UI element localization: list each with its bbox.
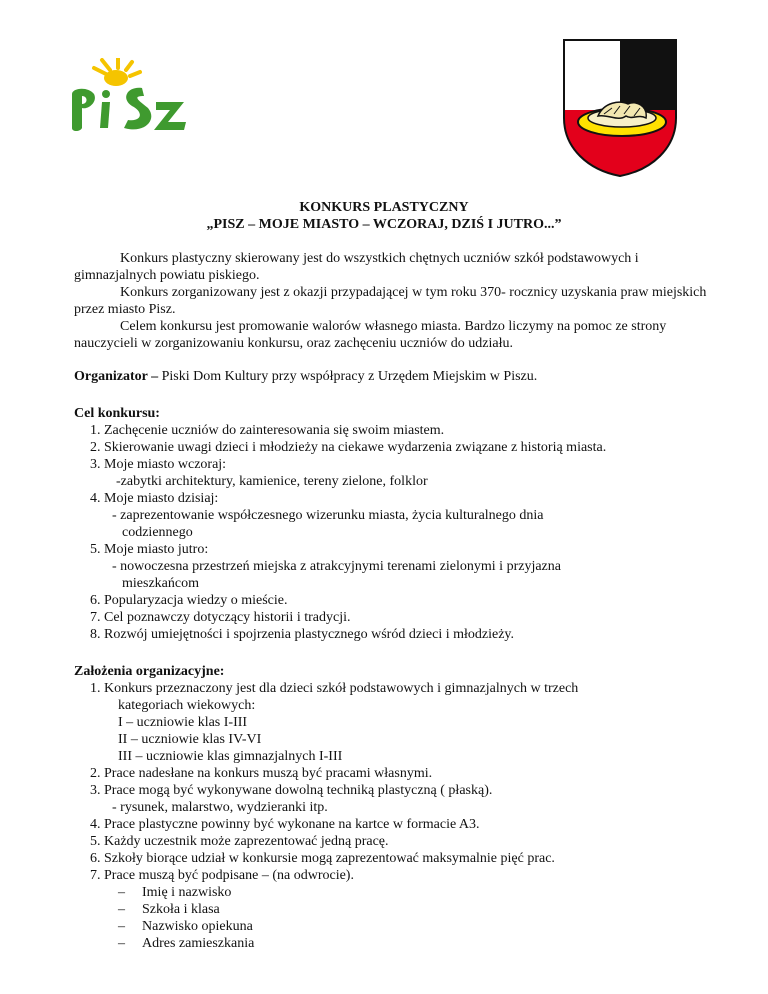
goals-heading: Cel konkursu:	[74, 406, 160, 421]
signature-item-label: Adres zamieszkania	[142, 936, 255, 951]
rule-item: 3. Prace mogą być wykonywane dowolną techniką plastyczną ( płaską).	[90, 783, 493, 798]
pisz-logo	[58, 58, 208, 150]
goal-subitem: mieszkańcom	[122, 576, 199, 591]
rule-item: 1. Konkurs przeznaczony jest dla dzieci szkół podstawowych i gimnazjalnych w trzech	[90, 681, 579, 696]
rule-subitem: I – uczniowie klas I-III	[118, 715, 248, 730]
sun-icon	[94, 58, 140, 86]
goal-item: 8. Rozwój umiejętności i spojrzenia plastycznego wśród dzieci i młodzieży.	[90, 627, 515, 642]
organizer-label: Organizator –	[74, 369, 159, 384]
rule-item: 6. Szkoły biorące udział w konkursie mogą zaprezentować maksymalnie pięć prac.	[90, 851, 555, 866]
goal-item: 1. Zachęcenie uczniów do zainteresowania się swoim miastem.	[90, 423, 445, 438]
signature-item-label: Nazwisko opiekuna	[142, 919, 253, 934]
organizer-line	[74, 368, 537, 385]
contest-subtitle: „PISZ – MOJE MIASTO – WCZORAJ, DZIŚ I JUTRO...”	[206, 217, 562, 232]
contest-title: KONKURS PLASTYCZNY	[299, 200, 469, 215]
goal-subitem: -zabytki architektury, kamienice, tereny zielone, folklor	[116, 474, 428, 489]
goal-subitem: - nowoczesna przestrzeń miejska z atrakcyjnymi terenami zielonymi i przyjazna	[112, 559, 561, 574]
signature-item	[118, 884, 232, 901]
rule-item: 4. Prace plastyczne powinny być wykonane na kartce w formacie A3.	[90, 817, 480, 832]
signature-item	[118, 935, 255, 952]
dash-bullet: –	[118, 902, 125, 917]
rule-item: 7. Prace muszą być podpisane – (na odwrocie).	[90, 868, 354, 883]
goal-item: 3. Moje miasto wczoraj:	[90, 457, 227, 472]
signature-item	[118, 918, 253, 935]
rule-item: kategoriach wiekowych:	[118, 698, 256, 713]
intro-paragraph-3: Celem konkursu jest promowanie walorów własnego miasta. Bardzo liczymy na pomoc ze strony nauczycieli w zorganizowaniu konkursu, oraz zachęceniu uczniów do udziału.	[74, 319, 667, 351]
goal-item: 4. Moje miasto dzisiaj:	[90, 491, 219, 506]
goal-item: 7. Cel poznawczy dotyczący historii i tradycji.	[90, 610, 351, 625]
goal-subitem: - zaprezentowanie współczesnego wizerunku miasta, życia kulturalnego dnia	[112, 508, 544, 523]
signature-item	[118, 901, 220, 918]
intro-paragraph-1: Konkurs plastyczny skierowany jest do wszystkich chętnych uczniów szkół podstawowych i gimnazjalnych powiatu piskiego.	[74, 251, 639, 283]
dash-bullet: –	[118, 885, 125, 900]
signature-item-label: Imię i nazwisko	[142, 885, 232, 900]
dash-bullet: –	[118, 919, 125, 934]
goal-subitem: codziennego	[122, 525, 193, 540]
coat-of-arms	[562, 38, 678, 178]
goal-item: 2. Skierowanie uwagi dzieci i młodzieży na ciekawe wydarzenia związane z historią miasta.	[90, 440, 607, 455]
rule-subitem: II – uczniowie klas IV-VI	[118, 732, 262, 747]
rule-subitem: III – uczniowie klas gimnazjalnych I-III	[118, 749, 343, 764]
organizer-text: Piski Dom Kultury przy współpracy z Urzędem Miejskim w Piszu.	[158, 369, 538, 384]
intro-paragraph-2: Konkurs zorganizowany jest z okazji przypadającej w tym roku 370- rocznicy uzyskania praw miejskich przez miasto Pisz.	[74, 285, 707, 317]
rule-subitem: - rysunek, malarstwo, wydzieranki itp.	[112, 800, 328, 815]
goal-item: 6. Popularyzacja wiedzy o mieście.	[90, 593, 288, 608]
goal-item: 5. Moje miasto jutro:	[90, 542, 209, 557]
rules-heading: Założenia organizacyjne:	[74, 664, 225, 679]
rule-item: 2. Prace nadesłane na konkurs muszą być pracami własnymi.	[90, 766, 433, 781]
signature-item-label: Szkoła i klasa	[142, 902, 220, 917]
dash-bullet: –	[118, 936, 125, 951]
rule-item: 5. Każdy uczestnik może zaprezentować jedną pracę.	[90, 834, 389, 849]
